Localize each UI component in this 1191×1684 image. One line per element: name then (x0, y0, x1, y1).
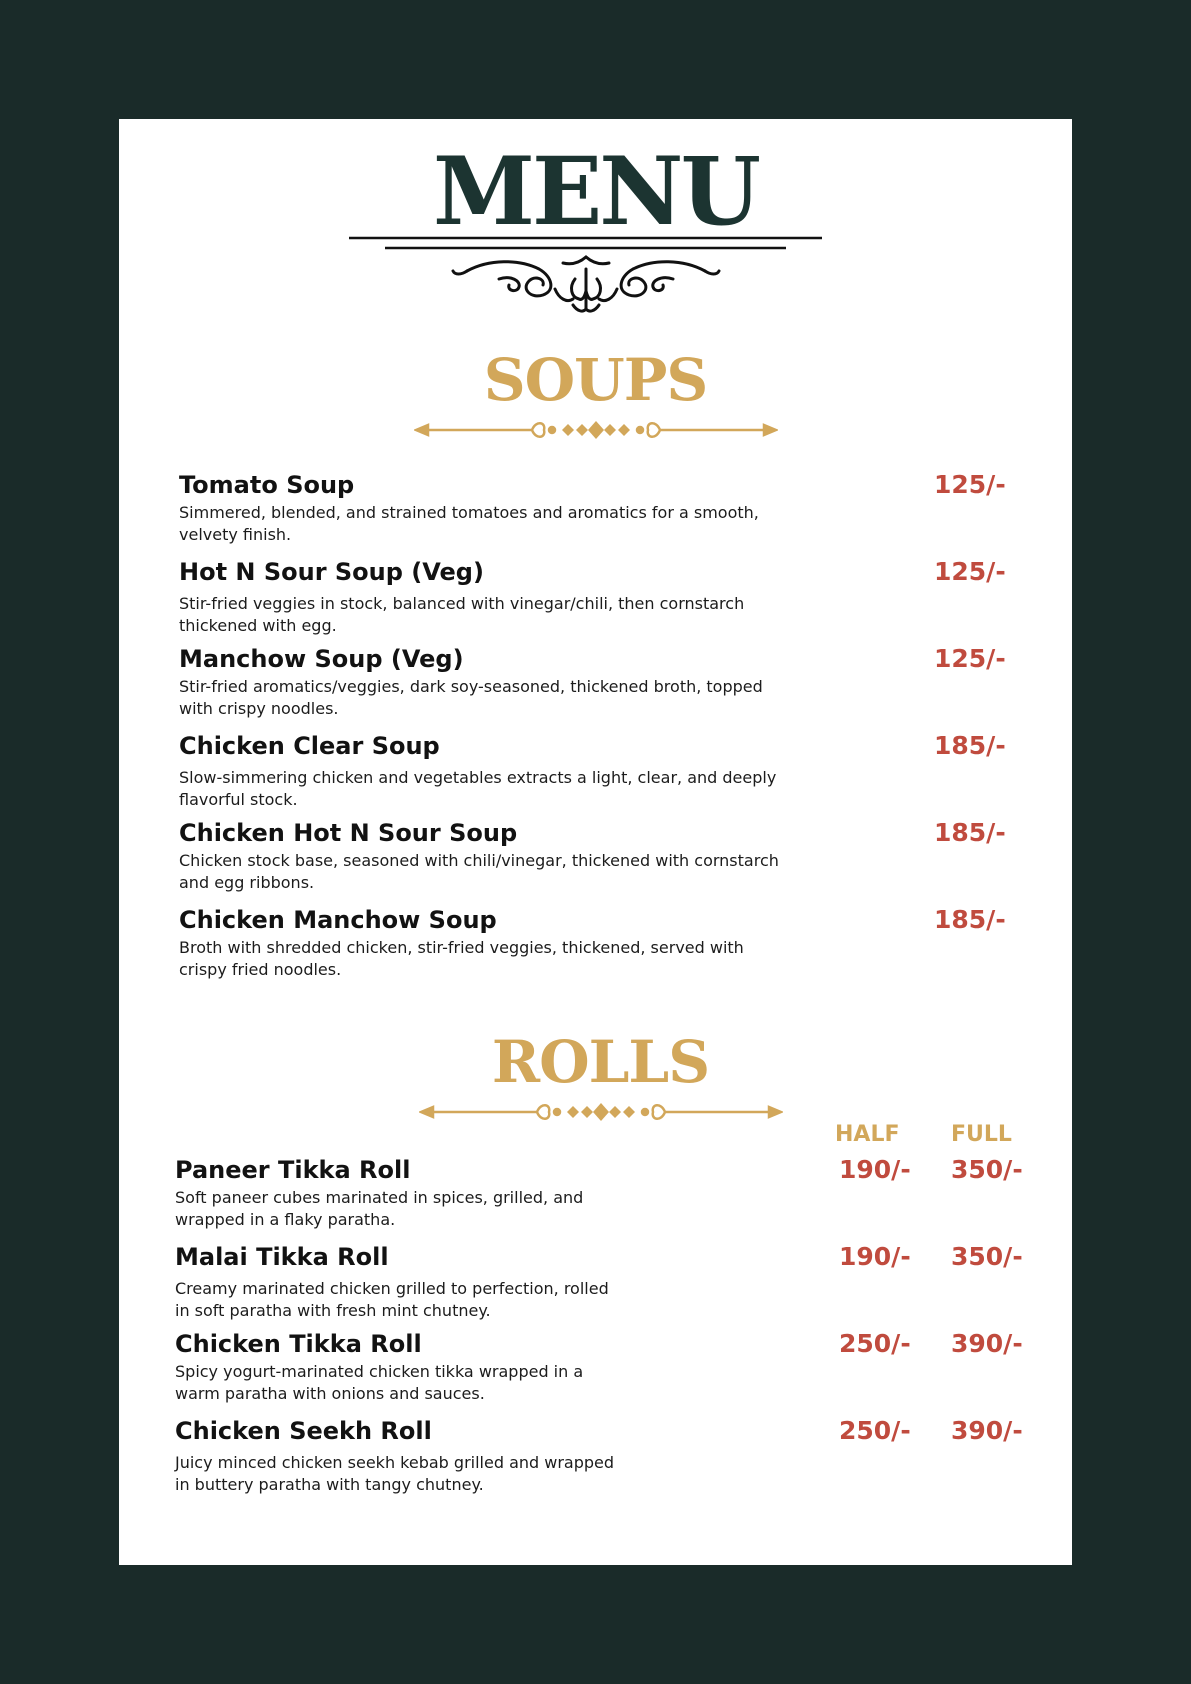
half-price: 250/- (839, 1416, 911, 1445)
full-column-header: FULL (951, 1122, 1012, 1147)
roll-item (175, 1329, 615, 1405)
item-price: 125/- (934, 557, 1006, 586)
soup-item (179, 644, 789, 720)
item-name: Chicken Hot N Sour Soup (179, 819, 518, 847)
item-price: 125/- (934, 470, 1006, 499)
item-description: Soft paneer cubes marinated in spices, grilled, and wrapped in a flaky paratha. (175, 1188, 584, 1229)
soups-heading: SOUPS (483, 346, 708, 414)
half-column-header: HALF (835, 1122, 900, 1147)
soup-item (179, 557, 799, 637)
half-price: 250/- (839, 1329, 911, 1358)
item-description: Simmered, blended, and strained tomatoes and aromatics for a smooth, velvety finish. (179, 503, 759, 544)
item-price: 185/- (934, 818, 1006, 847)
item-price: 185/- (934, 905, 1006, 934)
item-name: Chicken Manchow Soup (179, 906, 497, 934)
item-description: Juicy minced chicken seekh kebab grilled and wrapped in buttery paratha with tangy chutney. (175, 1453, 615, 1494)
item-description: Stir-fried veggies in stock, balanced with vinegar/chili, then cornstarch thickened with egg. (179, 594, 745, 635)
item-price: 185/- (934, 731, 1006, 760)
soups-divider-ornament (414, 416, 778, 444)
rolls-divider-ornament (419, 1098, 783, 1126)
rolls-heading: ROLLS (491, 1028, 710, 1096)
soup-item (179, 905, 789, 981)
item-name: Hot N Sour Soup (Veg) (179, 558, 484, 586)
item-name: Chicken Seekh Roll (175, 1417, 432, 1445)
full-price: 350/- (951, 1155, 1023, 1184)
item-price: 125/- (934, 644, 1006, 673)
item-description: Slow-simmering chicken and vegetables extracts a light, clear, and deeply flavorful stock. (179, 768, 777, 809)
item-description: Broth with shredded chicken, stir-fried veggies, thickened, served with crispy fried noodles. (179, 938, 744, 979)
half-price: 190/- (839, 1155, 911, 1184)
item-name: Chicken Clear Soup (179, 732, 440, 760)
item-name: Malai Tikka Roll (175, 1243, 389, 1271)
soup-item (179, 818, 789, 894)
item-description: Chicken stock base, seasoned with chili/vinegar, thickened with cornstarch and egg ribbons. (179, 851, 779, 892)
item-description: Creamy marinated chicken grilled to perfection, rolled in soft paratha with fresh mint chutney. (175, 1279, 609, 1320)
soup-item (179, 470, 789, 546)
title-flourish-ornament (349, 235, 843, 315)
menu-title: MENU (433, 137, 758, 247)
roll-item (175, 1242, 615, 1322)
item-description: Stir-fried aromatics/veggies, dark soy-seasoned, thickened broth, topped with crispy noodles. (179, 677, 763, 718)
item-name: Paneer Tikka Roll (175, 1156, 411, 1184)
soup-item (179, 731, 789, 811)
item-name: Tomato Soup (179, 471, 355, 499)
full-price: 350/- (951, 1242, 1023, 1271)
full-price: 390/- (951, 1329, 1023, 1358)
menu-page (119, 119, 1072, 1565)
item-name: Chicken Tikka Roll (175, 1330, 422, 1358)
roll-item (175, 1155, 615, 1231)
item-name: Manchow Soup (Veg) (179, 645, 464, 673)
roll-item (175, 1416, 615, 1496)
full-price: 390/- (951, 1416, 1023, 1445)
item-description: Spicy yogurt-marinated chicken tikka wrapped in a warm paratha with onions and sauces. (175, 1362, 584, 1403)
half-price: 190/- (839, 1242, 911, 1271)
